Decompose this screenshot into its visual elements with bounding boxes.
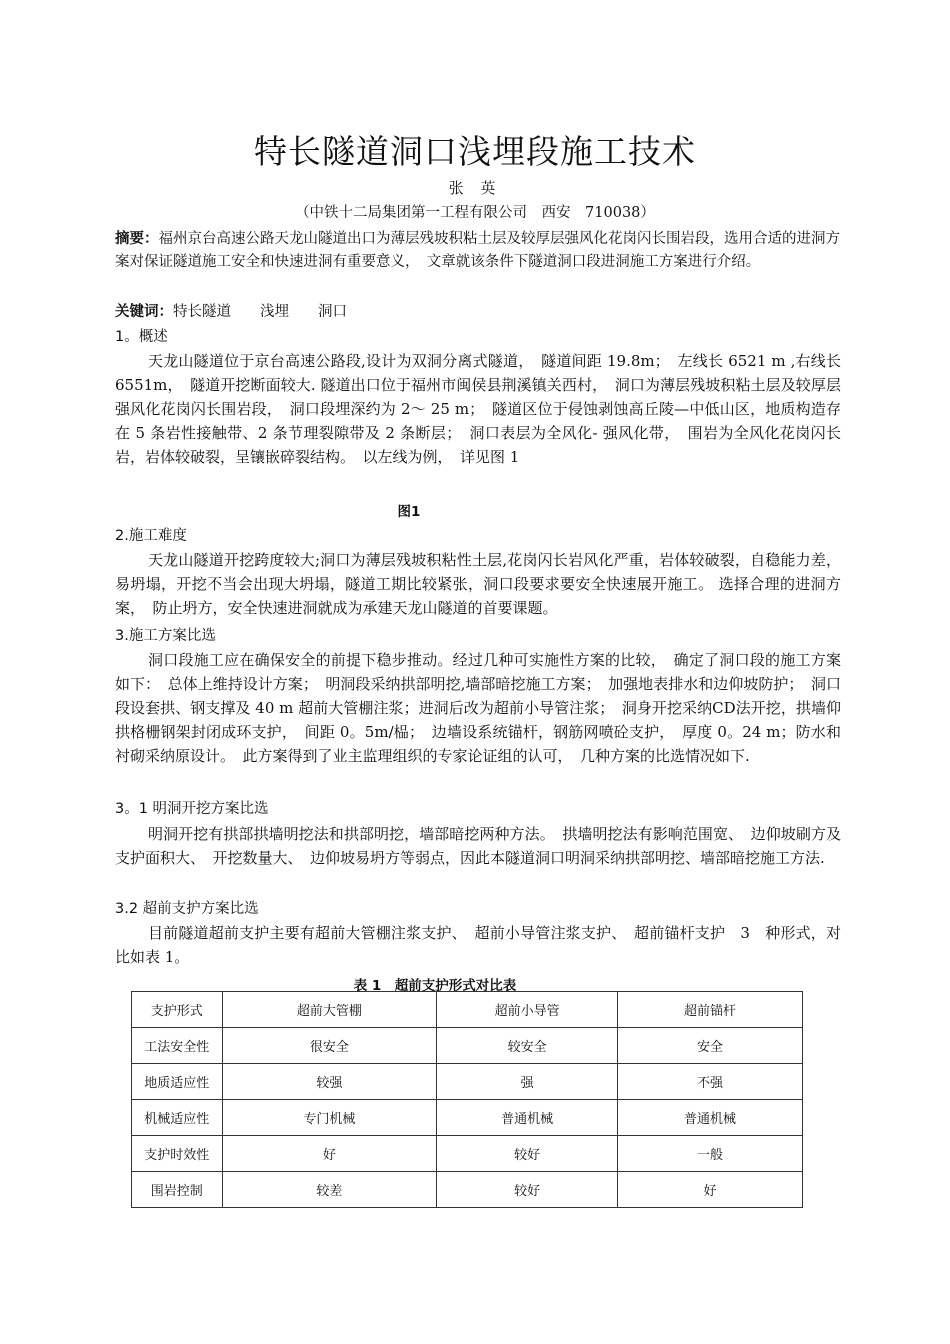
section-1-heading: 1。概述 bbox=[115, 329, 168, 345]
table-cell: 普通机械 bbox=[437, 1100, 618, 1136]
table-cell: 一般 bbox=[618, 1136, 803, 1172]
section-2-heading: 2.施工难度 bbox=[115, 528, 187, 544]
table-row bbox=[132, 1064, 803, 1100]
table-cell: 地质适应性 bbox=[132, 1064, 223, 1100]
section-3-2-paragraph: 目前隧道超前支护主要有超前大管棚注浆支护、 超前小导管注浆支护、 超前锚杆支护 3 种形式，对比如表 1。 bbox=[115, 924, 841, 966]
table-cell: 安全 bbox=[618, 1028, 803, 1064]
section-2-paragraph: 天龙山隧道开挖跨度较大;洞口为薄层残坡积粘性土层,花岗闪长岩风化严重，岩体较破裂，自稳能力差，易坍塌，开挖不当会出现大坍塌，隧道工期比较紧张，洞口段要求要安全快速展开施工。 选择合理的进洞方案， 防止坍方，安全快速进洞就成为承建天龙山隧道的首要课题。 bbox=[115, 551, 841, 617]
abstract bbox=[115, 228, 843, 274]
keywords bbox=[115, 301, 843, 323]
table-header-cell: 超前小导管 bbox=[437, 992, 618, 1028]
table-cell: 很安全 bbox=[222, 1028, 437, 1064]
table-row bbox=[132, 1136, 803, 1172]
table-cell: 普通机械 bbox=[618, 1100, 803, 1136]
table-cell: 较差 bbox=[222, 1172, 437, 1208]
keywords-label: 关键词： bbox=[115, 304, 173, 320]
keywords-text: 特长隧道 浅埋 洞口 bbox=[173, 304, 347, 320]
table-caption: 表 1 超前支护形式对比表 bbox=[353, 978, 517, 994]
affiliation: （中铁十二局集团第一工程有限公司 西安 710038） bbox=[295, 205, 655, 221]
table-cell: 好 bbox=[222, 1136, 437, 1172]
comparison-table bbox=[131, 991, 803, 1208]
table-cell: 较安全 bbox=[437, 1028, 618, 1064]
table-cell: 机械适应性 bbox=[132, 1100, 223, 1136]
table-cell: 不强 bbox=[618, 1064, 803, 1100]
section-3-1-paragraph: 明洞开挖有拱部拱墙明挖法和拱部明挖，墙部暗挖两种方法。 拱墙明挖法有影响范围宽、 边仰坡刷方及支护面积大、 开挖数量大、 边仰坡易坍方等弱点，因此本隧道洞口明洞采纳拱部明挖、墙部暗挖施工方法. bbox=[115, 825, 841, 867]
table-cell: 较强 bbox=[222, 1064, 437, 1100]
abstract-text: 福州京台高速公路天龙山隧道出口为薄层残坡积粘土层及较厚层强风化花岗闪长围岩段，选用合适的进洞方案对保证隧道施工安全和快速进洞有重要意义， 文章就该条件下隧道洞口段进洞施工方案进行介绍。 bbox=[115, 231, 840, 270]
table-header-cell: 超前锚杆 bbox=[618, 992, 803, 1028]
paper-title: 特长隧道洞口浅埋段施工技术 bbox=[254, 132, 696, 171]
table-cell: 专门机械 bbox=[222, 1100, 437, 1136]
table-row bbox=[132, 1172, 803, 1208]
table-cell: 围岩控制 bbox=[132, 1172, 223, 1208]
table-cell: 较好 bbox=[437, 1136, 618, 1172]
section-3-2-heading: 3.2 超前支护方案比选 bbox=[115, 901, 259, 917]
author-name: 张 英 bbox=[448, 179, 502, 197]
abstract-label: 摘要： bbox=[115, 231, 159, 247]
table-cell: 强 bbox=[437, 1064, 618, 1100]
table-header-cell: 支护形式 bbox=[132, 992, 223, 1028]
table-row bbox=[132, 1028, 803, 1064]
table-cell: 工法安全性 bbox=[132, 1028, 223, 1064]
figure-caption: 图1 bbox=[397, 504, 421, 520]
table-header-row bbox=[132, 992, 803, 1028]
section-3-heading: 3.施工方案比选 bbox=[115, 628, 216, 644]
table-cell: 支护时效性 bbox=[132, 1136, 223, 1172]
table-header-cell: 超前大管棚 bbox=[222, 992, 437, 1028]
section-1-paragraph: 天龙山隧道位于京台高速公路段,设计为双洞分离式隧道， 隧道间距 19.8m； 左线长 6521 m ,右线长 6551m， 隧道开挖断面较大. 隧道出口位于福州市闽侯县荆溪镇关西村， 洞口为薄层残坡积粘土层及较厚层强风化花岗闪长围岩段， 洞口段埋深约为 2～ 25 m； 隧道区位于侵蚀剥蚀高丘陵—中低山区，地质构造存在 5 条岩性接触带、2 条节理裂隙带及 2 条断层； 洞口表层为全风化- 强风化带， 围岩为全风化花岗闪长岩，岩体较破裂，呈镶嵌碎裂结构。 以左线为例， 详见图 1 bbox=[115, 352, 841, 466]
section-3-1-heading: 3。1 明洞开挖方案比选 bbox=[115, 801, 269, 817]
section-3-paragraph: 洞口段施工应在确保安全的前提下稳步推动。经过几种可实施性方案的比较， 确定了洞口段的施工方案如下： 总体上维持设计方案； 明洞段采纳拱部明挖,墙部暗挖施工方案； 加强地表排水和边仰坡防护； 洞口段设套拱、钢支撑及 40 m 超前大管棚注浆；进洞后改为超前小导管注浆； 洞身开挖采纳CD法开挖，拱墙仰拱格栅钢架封闭成环支护， 间距 0。5m/榀； 边墙设系统锚杆，钢筋网喷砼支护， 厚度 0。24 m；防水和衬砌采纳原设计。 此方案得到了业主监理组织的专家论证组的认可， 几种方案的比选情况如下. bbox=[115, 651, 841, 765]
table-row bbox=[132, 1100, 803, 1136]
table-cell: 好 bbox=[618, 1172, 803, 1208]
table-cell: 较好 bbox=[437, 1172, 618, 1208]
